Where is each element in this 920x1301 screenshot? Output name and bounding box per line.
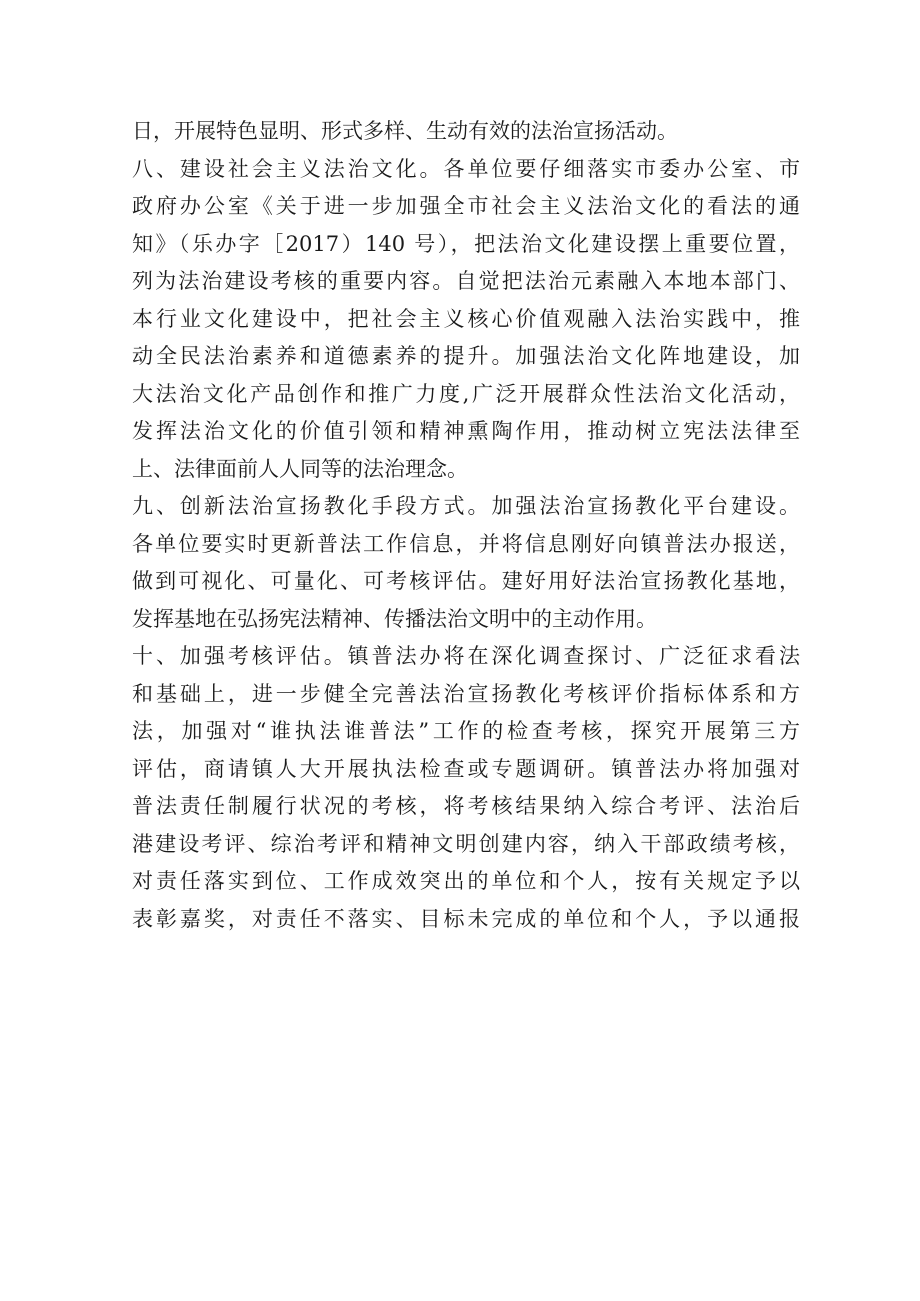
text-line: 做到可视化、可量化、可考核评估。建好用好法治宣扬教化基地，	[132, 569, 800, 593]
text-line: 发挥法治文化的价值引领和精神熏陶作用，推动树立宪法法律至	[132, 419, 800, 443]
text-line: 日，开展特色显明、形式多样、生动有效的法治宣扬活动。	[132, 119, 678, 143]
text-line: 法，加强对“谁执法谁普法”工作的检查考核，探究开展第三方	[132, 719, 800, 743]
text-line: 大法治文化产品创作和推广力度,广泛开展群众性法治文化活动，	[132, 381, 800, 406]
text-line: 和基础上，进一步健全完善法治宣扬教化考核评价指标体系和方	[132, 681, 800, 706]
text-line: 政府办公室《关于进一步加强全市社会主义法治文化的看法的通	[132, 194, 800, 218]
text-line: 各单位要实时更新普法工作信息，并将信息刚好向镇普法办报送，	[132, 531, 800, 556]
text-line: 上、法律面前人人同等的法治理念。	[132, 456, 468, 481]
text-line: 十、加强考核评估。镇普法办将在深化调查探讨、广泛征求看法	[132, 644, 800, 668]
text-line: 知》（乐办字［2017）140 号），把法治文化建设摆上重要位置，	[132, 231, 800, 256]
text-line: 八、建设社会主义法治文化。各单位要仔细落实市委办公室、市	[132, 156, 800, 181]
text-line: 动全民法治素养和道德素养的提升。加强法治文化阵地建设，加	[132, 344, 800, 368]
text-line: 评估，商请镇人大开展执法检查或专题调研。镇普法办将加强对	[132, 756, 800, 781]
text-line: 对责任落实到位、工作成效突出的单位和个人，按有关规定予以	[132, 869, 800, 893]
text-line: 表彰嘉奖，对责任不落实、目标未完成的单位和个人，予以通报	[132, 906, 800, 931]
text-line: 列为法治建设考核的重要内容。自觉把法治元素融入本地本部门、	[132, 269, 800, 293]
text-line: 港建设考评、综治考评和精神文明创建内容，纳入干部政绩考核，	[132, 831, 800, 856]
text-line: 发挥基地在弘扬宪法精神、传播法治文明中的主动作用。	[132, 606, 657, 631]
text-line: 本行业文化建设中，把社会主义核心价值观融入法治实践中，推	[132, 306, 800, 331]
text-line: 九、创新法治宣扬教化手段方式。加强法治宣扬教化平台建设。	[132, 494, 800, 518]
text-line: 普法责任制履行状况的考核，将考核结果纳入综合考评、法治后	[132, 794, 800, 818]
body-text	[132, 113, 800, 938]
